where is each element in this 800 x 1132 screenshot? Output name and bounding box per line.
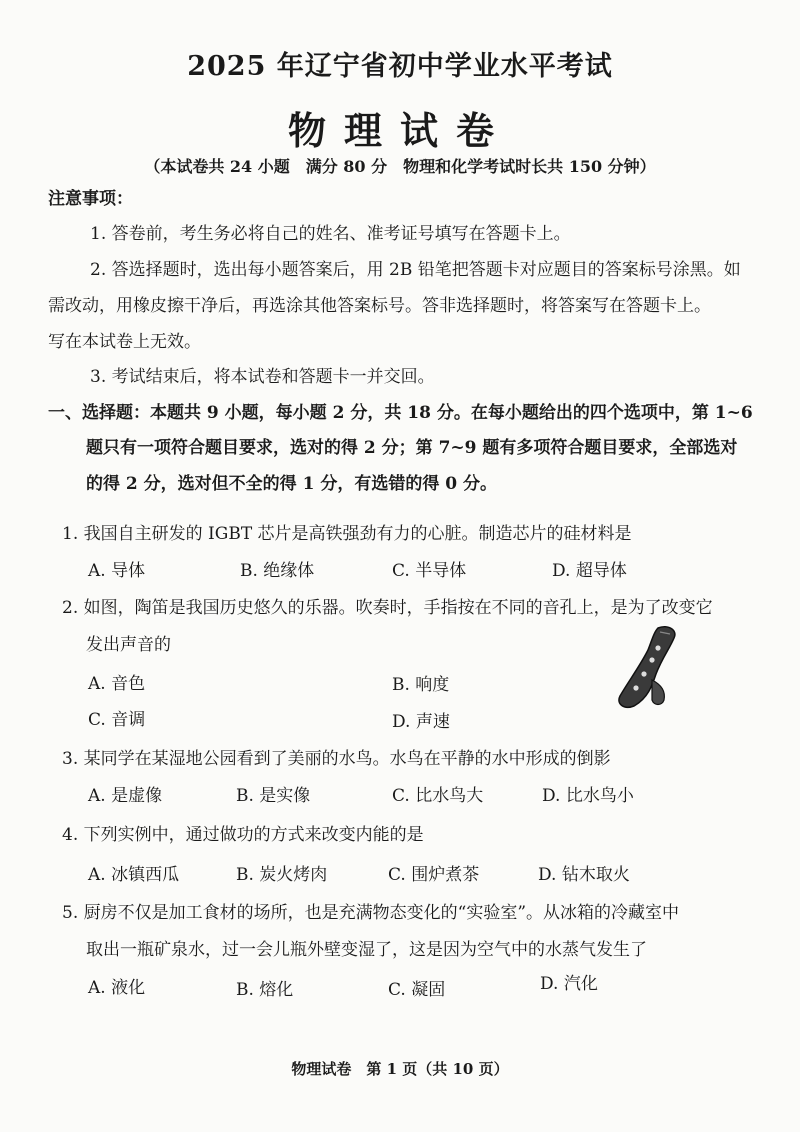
- question-3-option-a: A. 是虚像: [88, 786, 163, 806]
- question-3-option-b: B. 是实像: [236, 786, 311, 806]
- exam-info: （本试卷共 24 小题 满分 80 分 物理和化学考试时长共 150 分钟）: [144, 157, 656, 176]
- exam-title: 2025 年辽宁省初中学业水平考试: [187, 51, 613, 82]
- question-2-option-d: D. 声速: [392, 712, 450, 732]
- question-4-option-c: C. 围炉煮茶: [388, 865, 480, 885]
- question-3-option-d: D. 比水鸟小: [542, 786, 634, 806]
- question-2-stem: 2. 如图，陶笛是我国历史悠久的乐器。吹奏时，手指按在不同的音孔上，是为了改变它: [62, 598, 713, 618]
- question-5-stem: 5. 厨房不仅是加工食材的场所，也是充满物态变化的“实验室”。从冰箱的冷藏室中: [62, 903, 680, 923]
- question-1-option-a: A. 导体: [88, 561, 146, 581]
- question-1-option-c: C. 半导体: [392, 561, 467, 581]
- section-instructions-line-1: 一、选择题：本题共 9 小题，每小题 2 分，共 18 分。在每小题给出的四个选项中，第 1~6: [48, 403, 753, 423]
- question-5-option-d: D. 汽化: [540, 974, 598, 994]
- question-4-option-a: A. 冰镇西瓜: [88, 865, 180, 885]
- notice-heading: 注意事项：: [48, 189, 133, 209]
- section-instructions-line-3: 的得 2 分，选对但不全的得 1 分，有选错的得 0 分。: [86, 474, 497, 494]
- section-instructions-line-2: 题只有一项符合题目要求，选对的得 2 分；第 7~9 题有多项符合题目要求，全部选对: [86, 438, 738, 458]
- question-1-stem: 1. 我国自主研发的 IGBT 芯片是高铁强劲有力的心脏。制造芯片的硅材料是: [62, 524, 632, 544]
- notice-item-2: 2. 答选择题时，选出每小题答案后，用 2B 铅笔把答题卡对应题目的答案标号涂黑。如: [90, 260, 741, 280]
- ocarina-figure: [608, 622, 688, 712]
- question-5-option-a: A. 液化: [88, 978, 146, 998]
- question-2-option-c: C. 音调: [88, 710, 146, 730]
- question-3-option-c: C. 比水鸟大: [392, 786, 484, 806]
- question-1-option-b: B. 绝缘体: [240, 561, 315, 581]
- question-5-option-c: C. 凝固: [388, 980, 446, 1000]
- paper-title: 物理试卷: [287, 108, 512, 153]
- question-5-option-b: B. 熔化: [236, 980, 294, 1000]
- notice-item-3: 3. 考试结束后，将本试卷和答题卡一并交回。: [90, 367, 435, 387]
- question-4-option-d: D. 钻木取火: [538, 865, 630, 885]
- notice-item-2-end: 写在本试卷上无效。: [48, 332, 201, 352]
- question-2-option-a: A. 音色: [88, 674, 146, 694]
- question-5-stem-cont: 取出一瓶矿泉水，过一会儿瓶外壁变湿了，这是因为空气中的水蒸气发生了: [86, 940, 647, 960]
- question-1-option-d: D. 超导体: [552, 561, 627, 581]
- page-footer: 物理试卷 第 1 页（共 10 页）: [291, 1060, 509, 1078]
- question-2-option-b: B. 响度: [392, 675, 450, 695]
- question-4-stem: 4. 下列实例中，通过做功的方式来改变内能的是: [62, 825, 424, 845]
- notice-item-2-cont: 需改动，用橡皮擦干净后，再选涂其他答案标号。答非选择题时，将答案写在答题卡上。: [48, 296, 711, 316]
- question-3-stem: 3. 某同学在某湿地公园看到了美丽的水鸟。水鸟在平静的水中形成的倒影: [62, 749, 611, 769]
- question-4-option-b: B. 炭火烤肉: [236, 865, 328, 885]
- notice-item-1: 1. 答卷前，考生务必将自己的姓名、准考证号填写在答题卡上。: [90, 224, 571, 244]
- question-2-stem-cont: 发出声音的: [86, 635, 171, 655]
